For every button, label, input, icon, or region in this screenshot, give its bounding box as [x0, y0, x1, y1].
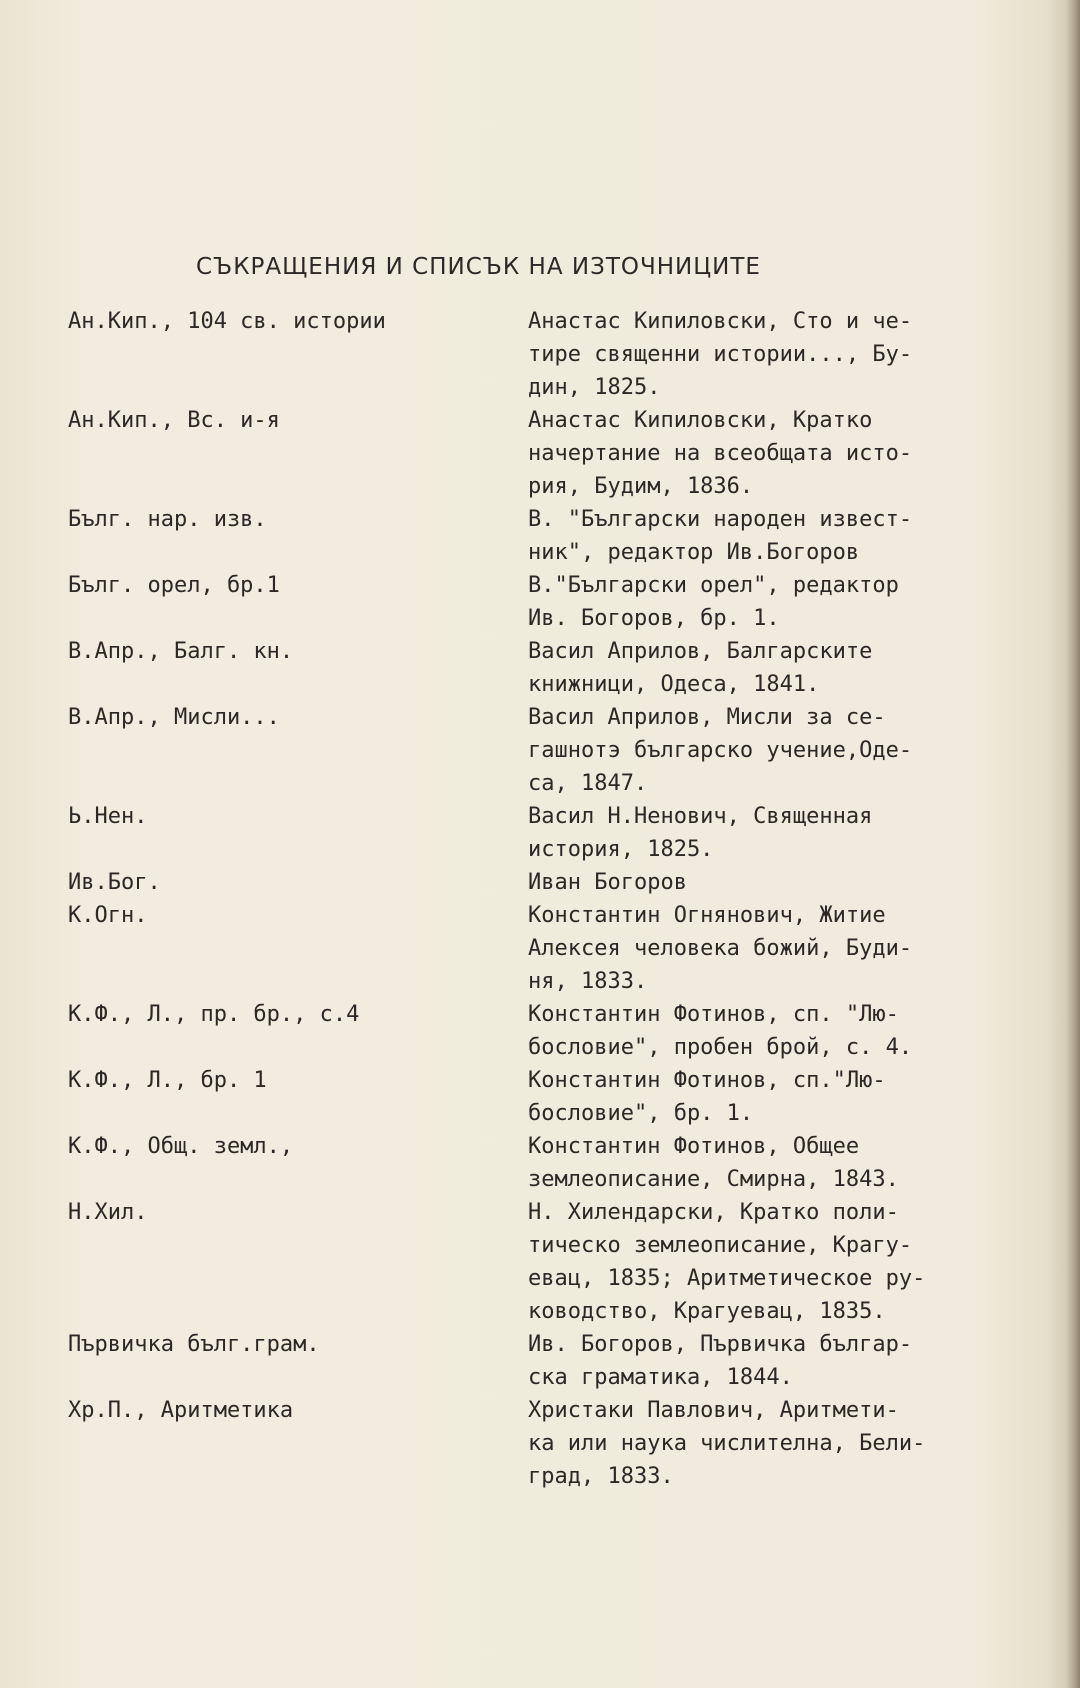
source-line: начертание на всеобщата исто- [528, 441, 913, 466]
list-item [68, 1064, 998, 1130]
source-line: Христаки Павлович, Аритмети- [528, 1398, 899, 1423]
list-item [68, 866, 998, 899]
abbreviation: Бълг. орел, бр.1 [68, 573, 280, 598]
source-line: тическо землеописание, Крагу- [528, 1233, 913, 1258]
source-line: Алексея человека божий, Буди- [528, 936, 913, 961]
source-line: ска граматика, 1844. [528, 1365, 793, 1390]
list-item [68, 503, 998, 569]
source-description [528, 1130, 998, 1196]
source-line: книжници, Одеса, 1841. [528, 672, 820, 697]
source-line: Анастас Кипиловски, Кратко [528, 408, 873, 433]
source-line: гашнотэ българско учение,Оде- [528, 738, 913, 763]
list-item [68, 1196, 998, 1328]
source-line: тире священни истории..., Бу- [528, 342, 913, 367]
abbreviations-list [68, 305, 998, 1493]
list-item [68, 569, 998, 635]
source-line: землеописание, Смирна, 1843. [528, 1167, 899, 1192]
source-line: Васил Н.Ненович, Священная [528, 804, 873, 829]
abbreviation: К.Ф., Л., бр. 1 [68, 1068, 267, 1093]
source-line: Ив. Богоров, Първичка българ- [528, 1332, 913, 1357]
source-line: ка или наука числителна, Бели- [528, 1431, 926, 1456]
abbreviation: К.Ф., Л., пр. бр., с.4 [68, 1002, 360, 1027]
source-description [528, 866, 998, 899]
abbreviation: К.Ф., Общ. земл., [68, 1134, 294, 1159]
abbreviation: В.Апр., Мисли... [68, 705, 280, 730]
source-line: Васил Априлов, Балгарските [528, 639, 873, 664]
source-line: история, 1825. [528, 837, 714, 862]
source-description [528, 800, 998, 866]
page-title: СЪКРАЩЕНИЯ И СПИСЪК НА ИЗТОЧНИЦИТЕ [196, 254, 761, 280]
abbreviation: Ив.Бог. [68, 870, 161, 895]
source-description [528, 569, 998, 635]
list-item [68, 1328, 998, 1394]
source-description [528, 1394, 998, 1493]
source-line: Иван Богоров [528, 870, 687, 895]
source-description [528, 1328, 998, 1394]
source-line: Константин Фотинов, Общее [528, 1134, 860, 1159]
source-description [528, 998, 998, 1064]
source-line: град, 1833. [528, 1464, 674, 1489]
list-item [68, 800, 998, 866]
source-line: ня, 1833. [528, 969, 648, 994]
abbreviation: Хр.П., Аритметика [68, 1398, 294, 1423]
source-description [528, 701, 998, 800]
abbreviation: К.Огн. [68, 903, 148, 928]
source-description [528, 899, 998, 998]
source-line: евац, 1835; Аритметическое ру- [528, 1266, 926, 1291]
source-line: ководство, Крагуевац, 1835. [528, 1299, 886, 1324]
source-description [528, 503, 998, 569]
source-line: рия, Будим, 1836. [528, 474, 754, 499]
list-item [68, 1130, 998, 1196]
source-line: дин, 1825. [528, 375, 661, 400]
source-line: ник", редактор Ив.Богоров [528, 540, 860, 565]
list-item [68, 305, 998, 404]
source-line: В. "Български народен извест- [528, 507, 913, 532]
source-description [528, 404, 998, 503]
abbreviation: Ан.Кип., Вс. и-я [68, 408, 280, 433]
page-edge-shadow [1066, 0, 1080, 1688]
source-line: са, 1847. [528, 771, 648, 796]
list-item [68, 998, 998, 1064]
abbreviation: Бълг. нар. изв. [68, 507, 267, 532]
source-line: Константин Фотинов, сп."Лю- [528, 1068, 886, 1093]
list-item [68, 701, 998, 800]
abbreviation: Ь.Нен. [68, 804, 148, 829]
source-line: Константин Фотинов, сп. "Лю- [528, 1002, 899, 1027]
list-item [68, 1394, 998, 1493]
source-description [528, 1196, 998, 1328]
source-line: Анастас Кипиловски, Сто и че- [528, 309, 913, 334]
source-description [528, 1064, 998, 1130]
source-line: Константин Огнянович, Житие [528, 903, 886, 928]
abbreviation: Първичка бълг.грам. [68, 1332, 320, 1357]
source-line: В."Български орел", редактор [528, 573, 899, 598]
list-item [68, 899, 998, 998]
source-line: Н. Хилендарски, Кратко поли- [528, 1200, 899, 1225]
abbreviation: Н.Хил. [68, 1200, 148, 1225]
list-item [68, 635, 998, 701]
source-description [528, 305, 998, 404]
list-item [68, 404, 998, 503]
abbreviation: Ан.Кип., 104 св. истории [68, 309, 386, 334]
source-line: бословие", бр. 1. [528, 1101, 754, 1126]
source-line: Ив. Богоров, бр. 1. [528, 606, 780, 631]
source-description [528, 635, 998, 701]
abbreviation: В.Апр., Балг. кн. [68, 639, 294, 664]
source-line: бословие", пробен брой, с. 4. [528, 1035, 913, 1060]
source-line: Васил Априлов, Мисли за се- [528, 705, 886, 730]
